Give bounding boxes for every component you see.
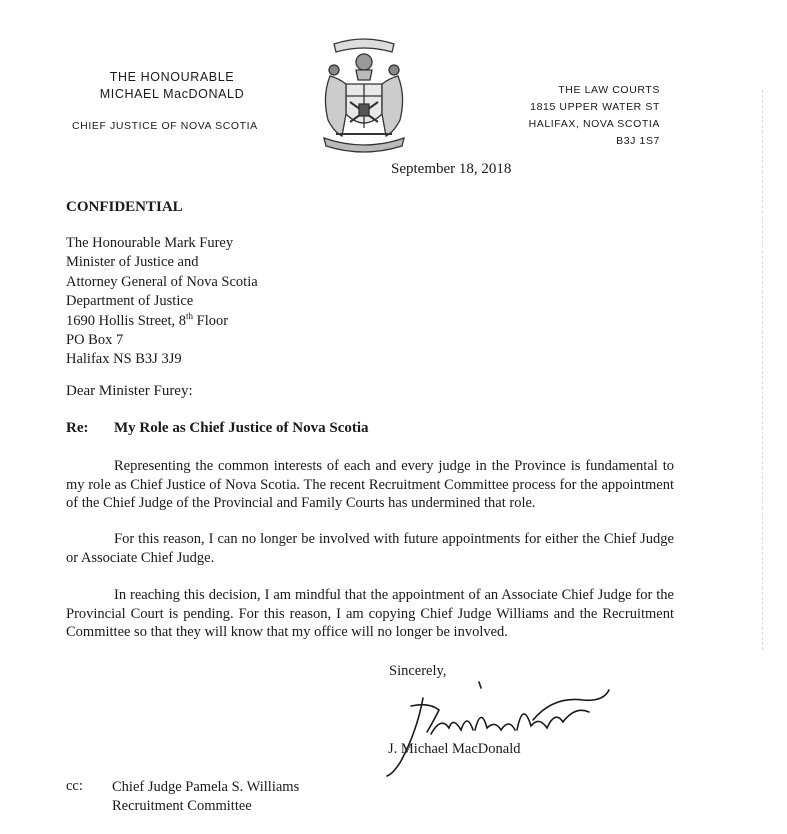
letter-date: September 18, 2018: [391, 161, 512, 177]
signer-name: J. Michael MacDonald: [388, 741, 521, 757]
letterhead-judge-name: MICHAEL MacDONALD: [99, 87, 245, 101]
body-paragraph: For this reason, I can no longer be involved with future appointments for either the Chief Judge or Associate Chief Judge.: [66, 531, 674, 566]
street-text: 1690 Hollis Street, 8: [66, 312, 187, 329]
address-line: THE LAW COURTS: [558, 84, 660, 96]
letterhead-name: [72, 69, 272, 103]
handwritten-signature: [383, 676, 613, 780]
address-line: B3J 1S7: [616, 135, 660, 147]
address-line: HALIFAX, NOVA SCOTIA: [528, 118, 660, 130]
letterhead-address: [500, 82, 660, 150]
closing: Sincerely,: [389, 663, 447, 679]
cc-list: [112, 778, 299, 816]
address-line: 1815 UPPER WATER ST: [530, 101, 660, 113]
confidential-heading: CONFIDENTIAL: [66, 199, 183, 215]
cc-label: cc:: [66, 778, 83, 794]
ordinal-suffix: th: [186, 310, 194, 321]
margin-line: [762, 90, 764, 650]
body-paragraph: Representing the common interests of each and every judge in the Province is fundamental to my role as Chief Justice of Nova Scotia. The recent Recruitment Committee process for the appointment of the Chief Judge of the Provincial and Family Courts has undermined that role.: [66, 458, 674, 512]
floor-text: Floor: [193, 312, 229, 329]
recipient-line: PO Box 7: [66, 332, 124, 349]
recipient-line: [66, 312, 258, 331]
recipient-line: Department of Justice: [66, 293, 194, 310]
recipient-line: Attorney General of Nova Scotia: [66, 273, 258, 290]
subject-label: Re:: [66, 420, 89, 436]
recipient-line: The Honourable Mark Furey: [66, 235, 234, 251]
recipient-line: Halifax NS B3J 3J9: [66, 351, 182, 368]
recipient-line: Minister of Justice and: [66, 254, 199, 271]
coat-of-arms-icon: [316, 36, 412, 154]
subject-text: My Role as Chief Justice of Nova Scotia: [114, 420, 369, 436]
recipient-address: [66, 234, 258, 370]
letterhead-honorific: THE HONOURABLE: [109, 70, 235, 84]
body-paragraph: In reaching this decision, I am mindful that the appointment of an Associate Chief Judge for the Provincial Court is pending. For this reason, I am copying Chief Judge Williams and the Recruitment Committee so that they will know that my office will no longer be involved.: [66, 587, 674, 641]
cc-recipient: Chief Judge Pamela S. Williams: [112, 779, 300, 795]
cc-recipient: Recruitment Committee: [112, 798, 252, 814]
letterhead-title: CHIEF JUSTICE OF NOVA SCOTIA: [72, 120, 258, 132]
salutation: Dear Minister Furey:: [66, 383, 193, 399]
